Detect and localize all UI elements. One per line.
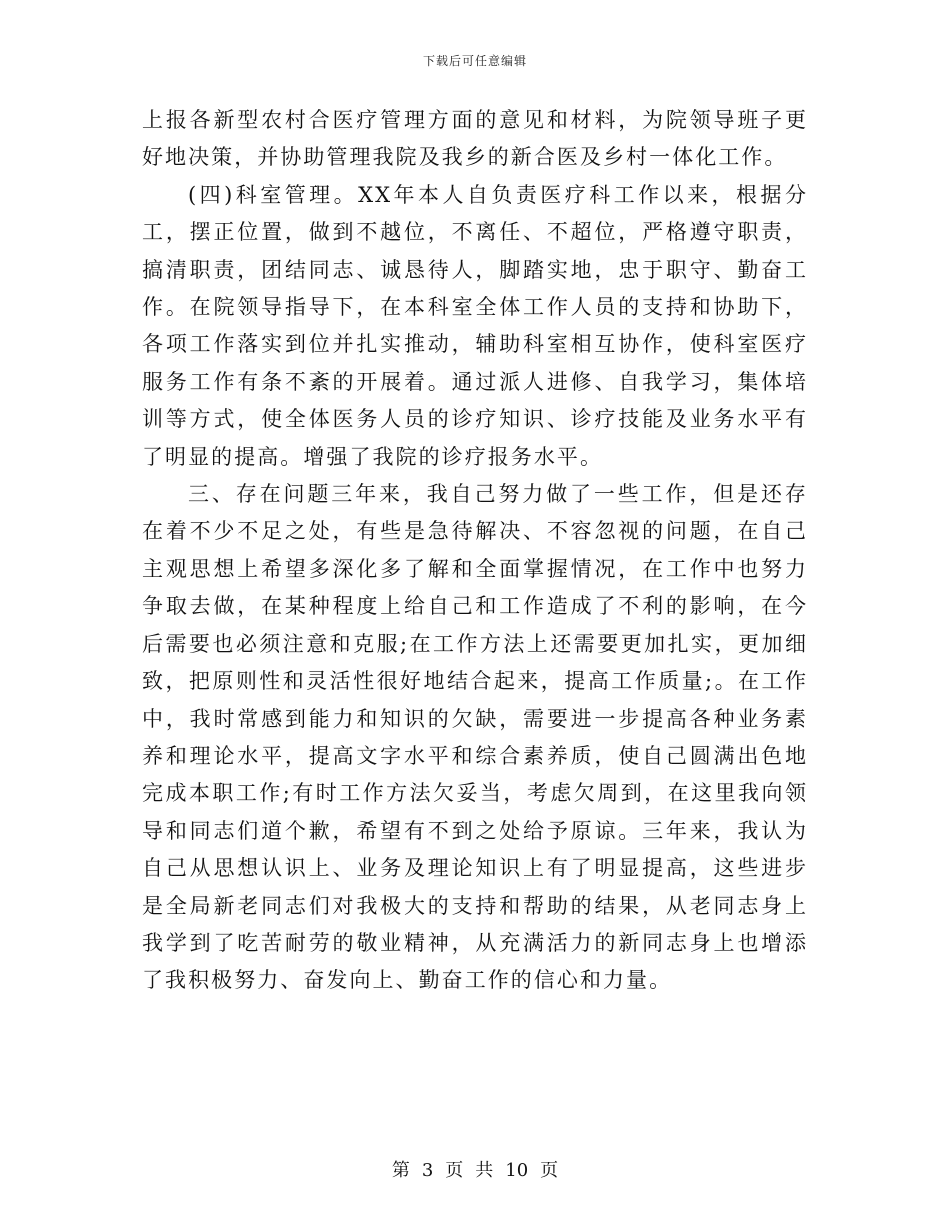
header-watermark-text: 下载后可任意编辑 [422, 54, 527, 68]
footer-total-pages: 10 [505, 1160, 529, 1181]
footer-total-label: 共 [475, 1160, 494, 1181]
footer-suffix: 页 [540, 1160, 559, 1181]
footer-prefix: 第 [391, 1160, 410, 1181]
footer-page-unit: 页 [445, 1160, 464, 1181]
document-body [142, 102, 808, 1000]
page-number-footer [0, 1156, 950, 1182]
footer-current-page: 3 [421, 1160, 434, 1181]
paragraph-department-management: (四)科室管理。XX年本人自负责医疗科工作以来，根据分工，摆正位置，做到不越位，不离任、不超位，严格遵守职责，搞清职责，团结同志、诚恳待人，脚踏实地，忠于职守、勤奋工作。在院领导指导下，在本科室全体工作人员的支持和协助下，各项工作落实到位并扎实推动，辅助科室相互协作，使科室医疗服务工作有条不紊的开展着。通过派人进修、自我学习，集体培训等方式，使全体医务人员的诊疗知识、诊疗技能及业务水平有了明显的提高。增强了我院的诊疗报务水平。 [142, 182, 808, 469]
page-header [0, 52, 950, 69]
paragraph-existing-problems: 三、存在问题三年来，我自己努力做了一些工作，但是还存在着不少不足之处，有些是急待解决、不容忽视的问题，在自己主观思想上希望多深化多了解和全面掌握情况，在工作中也努力争取去做，在某种程度上给自己和工作造成了不利的影响，在今后需要也必须注意和克服;在工作方法上还需要更加扎实，更加细致，把原则性和灵活性很好地结合起来，提高工作质量;。在工作中，我时常感到能力和知识的欠缺，需要进一步提高各种业务素养和理论水平，提高文字水平和综合素养质，使自己圆满出色地完成本职工作;有时工作方法欠妥当，考虑欠周到，在这里我向领导和同志们道个歉，希望有不到之处给予原谅。三年来，我认为自己从思想认识上、业务及理论知识上有了明显提高，这些进步是全局新老同志们对我极大的支持和帮助的结果，从老同志身上我学到了吃苦耐劳的敬业精神，从充满活力的新同志身上也增添了我积极努力、奋发向上、勤奋工作的信心和力量。 [142, 482, 808, 993]
paragraph-continuation: 上报各新型农村合医疗管理方面的意见和材料，为院领导班子更好地决策，并协助管理我院及我乡的新合医及乡村一体化工作。 [142, 108, 808, 170]
